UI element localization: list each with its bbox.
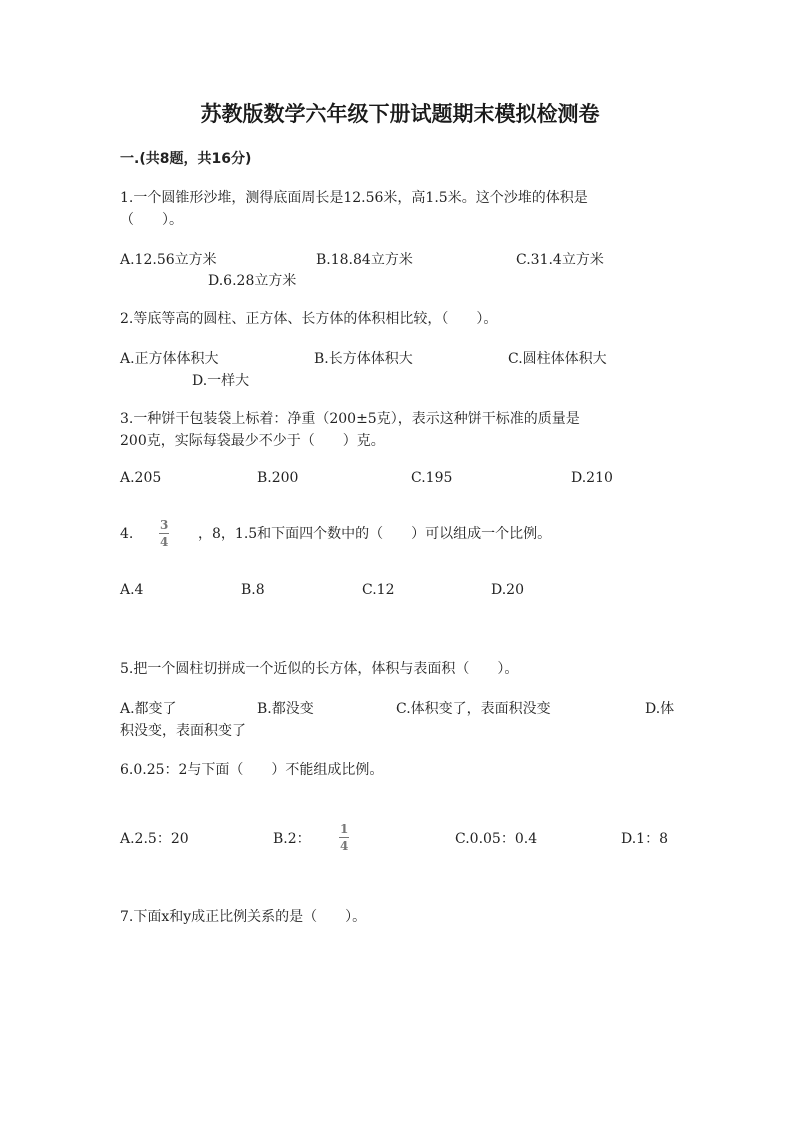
question-2-option-b: B.长方体体积大	[314, 351, 413, 367]
question-2-line-1: 2.等底等高的圆柱、正方体、长方体的体积相比较，（ ）。	[120, 311, 498, 327]
question-6-option-c: C.0.05：0.4	[455, 831, 538, 847]
question-4-option-c: C.12	[362, 582, 395, 598]
question-4-fraction-denominator: 4	[160, 535, 169, 549]
question-6-option-a: A.2.5：20	[120, 831, 189, 847]
question-6-line-1: 6.0.25：2与下面（ ）不能组成比例。	[120, 762, 384, 778]
question-5-option-b: B.都没变	[257, 701, 314, 717]
question-6-option-d: D.1：8	[621, 831, 668, 847]
question-1-option-b: B.18.84立方米	[316, 252, 413, 268]
question-1-option-d: D.6.28立方米	[208, 273, 297, 289]
question-3-line-1: 3.一种饼干包装袋上标着：净重（200±5克），表示这种饼干标准的质量是	[120, 411, 580, 427]
question-4-option-b: B.8	[241, 582, 265, 598]
question-1-line-1: 1.一个圆锥形沙堆，测得底面周长是12.56米，高1.5米。这个沙堆的体积是	[120, 190, 588, 206]
question-4-option-a: A.4	[120, 582, 144, 598]
question-3-option-a: A.205	[120, 470, 162, 486]
question-4-number: 4.	[120, 526, 134, 542]
question-7-line-1: 7.下面x和y成正比例关系的是（ ）。	[120, 909, 367, 925]
question-1-option-c: C.31.4立方米	[516, 252, 604, 268]
question-5-option-d: D.体	[645, 701, 675, 717]
question-3-line-2: 200克，实际每袋最少不少于（ ）克。	[120, 433, 385, 449]
question-5-option-a: A.都变了	[120, 701, 177, 717]
question-1-option-a: A.12.56立方米	[120, 252, 217, 268]
question-3-option-b: B.200	[257, 470, 299, 486]
question-4-fraction-numerator: 3	[160, 518, 169, 532]
question-3-option-d: D.210	[571, 470, 613, 486]
question-2-option-a: A.正方体体积大	[120, 351, 219, 367]
question-5-line-1: 5.把一个圆柱切拼成一个近似的长方体，体积与表面积（ ）。	[120, 661, 519, 677]
question-5-option-d-continued: 积没变，表面积变了	[120, 723, 246, 739]
question-6-fraction-numerator: 1	[340, 822, 349, 836]
question-4-fraction	[159, 518, 169, 549]
question-2-option-c: C.圆柱体体积大	[508, 351, 607, 367]
question-4-option-d: D.20	[491, 582, 524, 598]
question-4-text: ，8，1.5和下面四个数中的（ ）可以组成一个比例。	[198, 526, 552, 542]
question-6-option-b: B.2：	[273, 831, 311, 847]
section-heading: 一.(共8题，共16分)	[120, 151, 252, 167]
question-2-option-d: D.一样大	[192, 373, 250, 389]
page-title: 苏教版数学六年级下册试题期末模拟检测卷	[200, 102, 600, 126]
question-6-fraction-denominator: 4	[340, 839, 349, 853]
question-6-fraction	[339, 822, 349, 853]
question-1-line-2: （ ）。	[120, 212, 183, 228]
question-5-option-c: C.体积变了，表面积没变	[396, 701, 551, 717]
question-3-option-c: C.195	[411, 470, 453, 486]
